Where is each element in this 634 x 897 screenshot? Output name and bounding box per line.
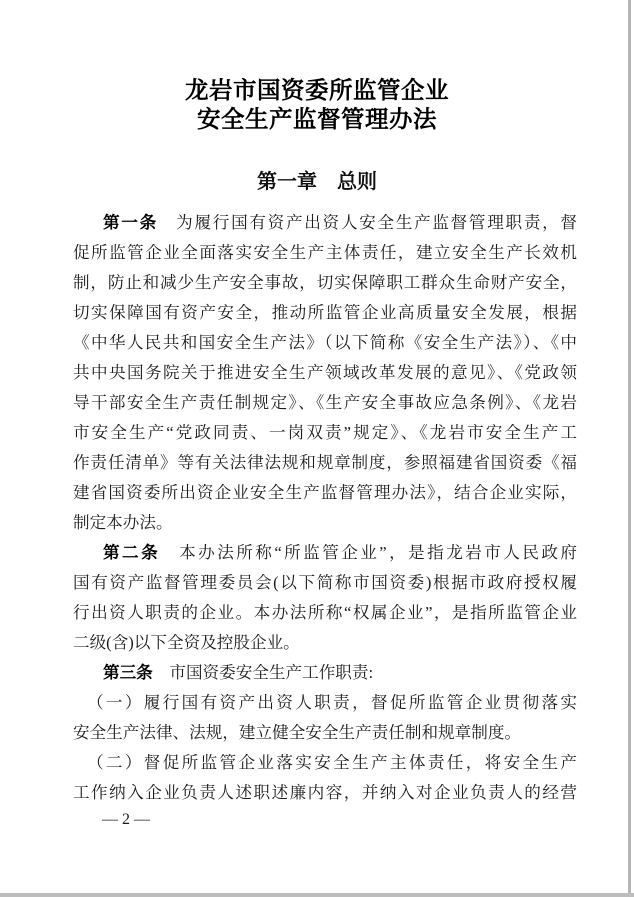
chapter-heading: 第一章 总则 [257, 171, 377, 193]
body-text [73, 208, 577, 808]
body-line: （一）履行国有资产出资人职责，督促所监管企业贯彻落实 [87, 693, 577, 712]
body-line: 共中央国务院关于推进安全生产领域改革发展的意见》、《党政领 [73, 363, 577, 382]
body-line: 导干部安全生产责任制规定》、《生产安全事故应急条例》、《龙岩 [73, 393, 577, 412]
body-line: 第三条 市国资委安全生产工作职责: [103, 663, 374, 682]
document-title-line-2: 安全生产监督管理办法 [197, 107, 437, 133]
body-line: 安全生产法律、法规，建立健全安全生产责任制和规章制度。 [73, 723, 522, 742]
body-line: 工作纳入企业负责人述职述廉内容，并纳入对企业负责人的经营 [73, 783, 577, 802]
body-line: 行出资人职责的企业。本办法所称“权属企业”，是指所监管企业 [73, 603, 577, 622]
body-line: 建省国资委所出资企业安全生产监督管理办法》，结合企业实际， [73, 483, 577, 502]
body-line: 市安全生产“党政同责、一岗双责”规定》、《龙岩市安全生产工 [73, 423, 577, 442]
body-line: 制，防止和减少生产安全事故，切实保障职工群众生命财产安全， [73, 273, 577, 292]
body-line: 切实保障国有资产安全，推动所监管企业高质量安全发展，根据 [73, 303, 577, 322]
body-line: （二）督促所监管企业落实安全生产主体责任，将安全生产 [87, 753, 577, 772]
article-label: 第一条 [103, 213, 158, 232]
document-title [0, 77, 634, 135]
page-edge-right [628, 0, 631, 893]
body-line: 促所监管企业全面落实安全生产主体责任，建立安全生产长效机 [73, 243, 577, 262]
body-line: 《中华人民共和国安全生产法》（以下简称《安全生产法》）、《中 [73, 333, 577, 352]
body-line: 第一条 为履行国有资产出资人安全生产监督管理职责，督 [103, 213, 578, 232]
body-line: 二级(含)以下全资及控股企业。 [73, 633, 300, 652]
body-line: 制定本办法。 [73, 513, 173, 532]
body-line: 国有资产监督管理委员会(以下简称市国资委)根据市政府授权履 [73, 573, 577, 592]
article-label: 第三条 [103, 663, 153, 682]
body-line: 第二条 本办法所称“所监管企业”，是指龙岩市人民政府 [103, 543, 578, 562]
article-label: 第二条 [103, 543, 161, 562]
document-title-line-1: 龙岩市国资委所监管企业 [185, 78, 449, 104]
page-edge-bottom [0, 893, 634, 897]
body-line: 作责任清单》等有关法律法规和规章制度，参照福建省国资委《福 [73, 453, 577, 472]
page-number: — 2 — [102, 811, 150, 828]
